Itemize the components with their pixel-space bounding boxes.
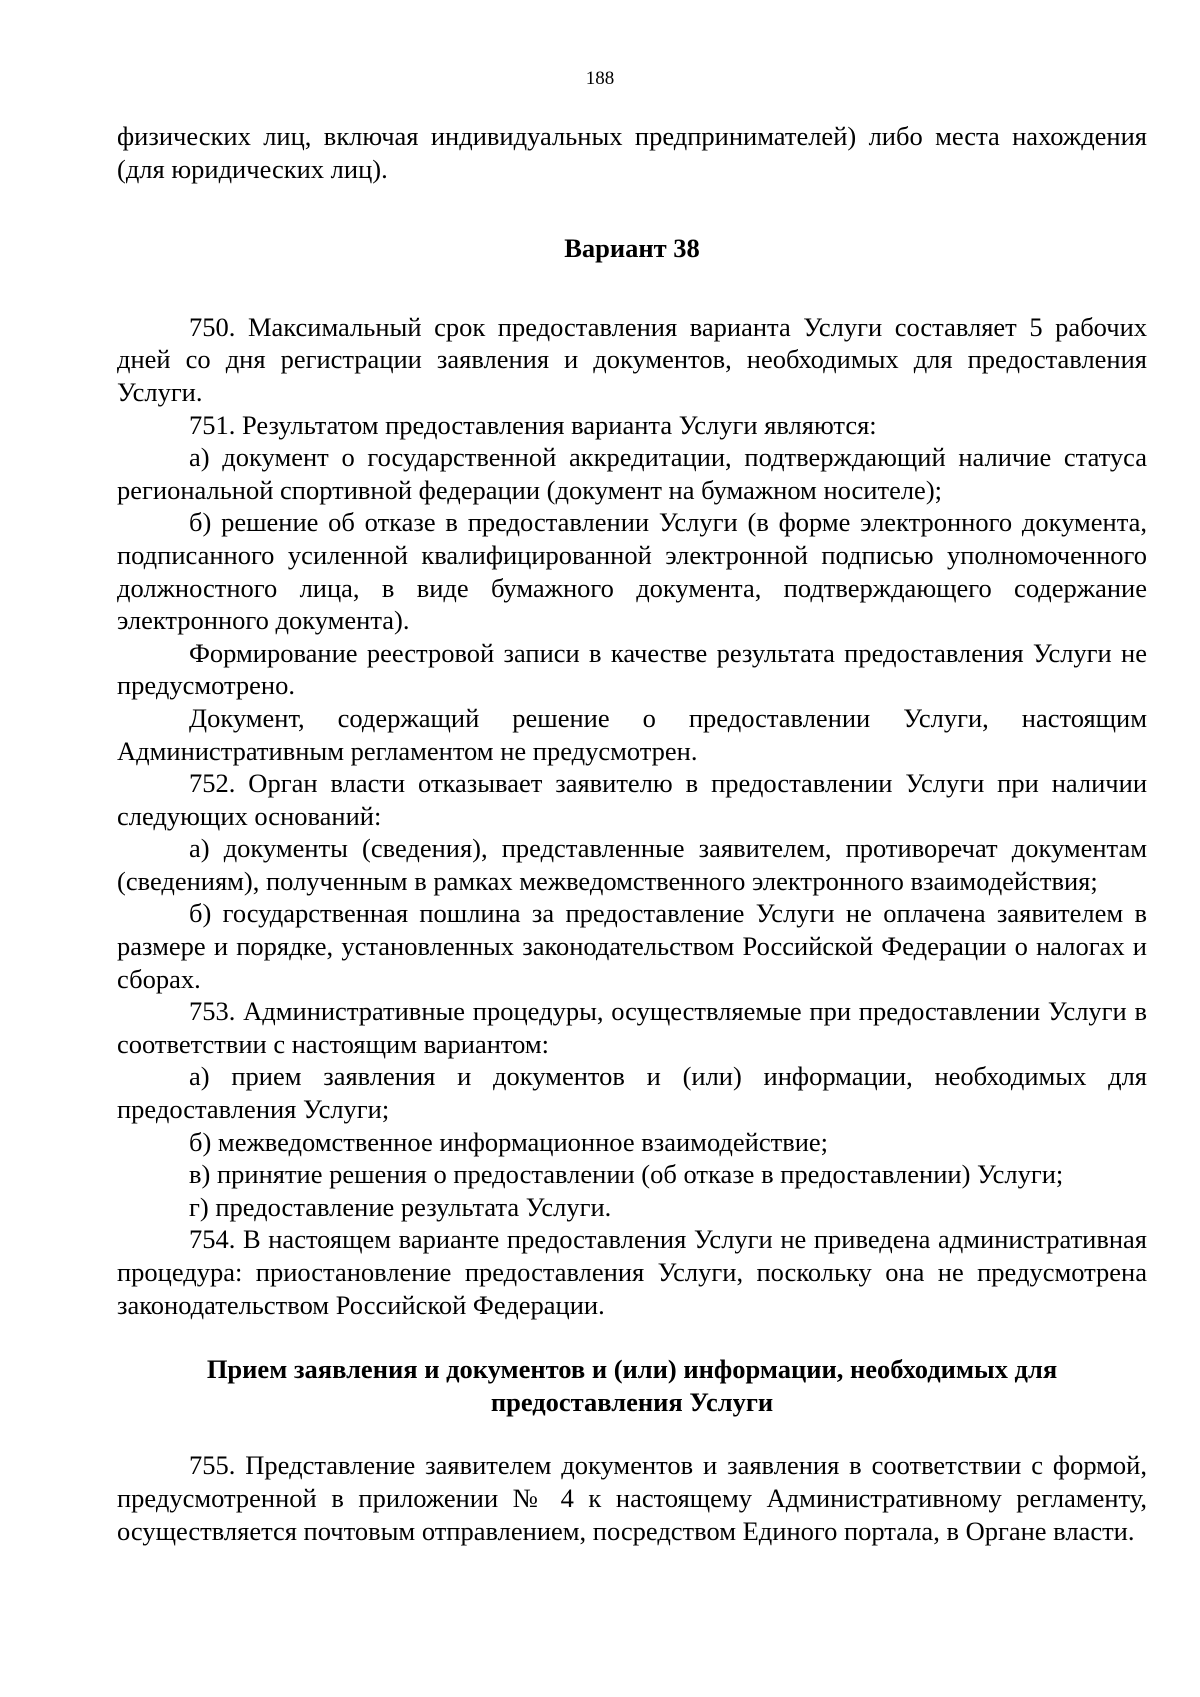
- paragraph-752: 752. Орган власти отказывает заявителю в предоставлении Услуги при наличии следующих оснований:: [117, 768, 1147, 831]
- paragraph-753-v: в) принятие решения о предоставлении (об отказе в предоставлении) Услуги;: [189, 1159, 1064, 1190]
- paragraph-752-b: б) государственная пошлина за предоставление Услуги не оплачена заявителем в размере и порядке, установленных законодательством Российской Федерации о налогах и сборах.: [117, 898, 1147, 994]
- paragraph-754: 754. В настоящем варианте предоставления Услуги не приведена административная процедура: приостановление предоставления Услуги, поскольку она не предусмотрена законодательством Российской Федерации.: [117, 1224, 1147, 1320]
- paragraph-decision-document: Документ, содержащий решение о предоставлении Услуги, настоящим Административным регламентом не предусмотрен.: [117, 702, 1147, 766]
- variant-heading: Вариант 38: [564, 233, 700, 264]
- paragraph-750: 750. Максимальный срок предоставления варианта Услуги составляет 5 рабочих дней со дня регистрации заявления и документов, необходимых для предоставления Услуги.: [117, 311, 1147, 407]
- paragraph-753-g: г) предоставление результата Услуги.: [189, 1191, 612, 1222]
- paragraph-753-a: а) прием заявления и документов и (или) информации, необходимых для предоставления Услуги;: [117, 1061, 1147, 1125]
- paragraph-752-a: а) документы (сведения), представленные заявителем, противоречат документам (сведениям), полученным в рамках межведомственного электронного взаимодействия;: [117, 833, 1147, 896]
- document-body: [117, 120, 1147, 1547]
- paragraph-753: 753. Административные процедуры, осуществляемые при предоставлении Услуги в соответствии с настоящим вариантом:: [117, 996, 1147, 1059]
- paragraph-751-a: а) документ о государственной аккредитации, подтверждающий наличие статуса региональной спортивной федерации (документ на бумажном носителе);: [117, 442, 1147, 505]
- paragraph-751: 751. Результатом предоставления варианта Услуги являются:: [189, 409, 877, 440]
- paragraph-751-b: б) решение об отказе в предоставлении Услуги (в форме электронного документа, подписанного усиленной квалифицированной электронной подписью уполномоченного должностного лица, в виде бумажного документа, подтверждающего содержание электронного документа).: [117, 507, 1147, 636]
- page-number: 188: [585, 68, 615, 89]
- paragraph-755: 755. Представление заявителем документов и заявления в соответствии с формой, предусмотренной в приложении № 4 к настоящему Административному регламенту, осуществляется почтовым отправлением, посредством Единого портала, в Органе власти.: [117, 1450, 1147, 1546]
- paragraph-continuation: физических лиц, включая индивидуальных предпринимателей) либо места нахождения (для юридических лиц).: [117, 121, 1147, 184]
- section-heading: Прием заявления и документов и (или) информации, необходимых для предоставления Услуги: [206, 1354, 1058, 1417]
- paragraph-registry-record: Формирование реестровой записи в качестве результата предоставления Услуги не предусмотрено.: [117, 637, 1147, 701]
- paragraph-753-b: б) межведомственное информационное взаимодействие;: [189, 1126, 829, 1157]
